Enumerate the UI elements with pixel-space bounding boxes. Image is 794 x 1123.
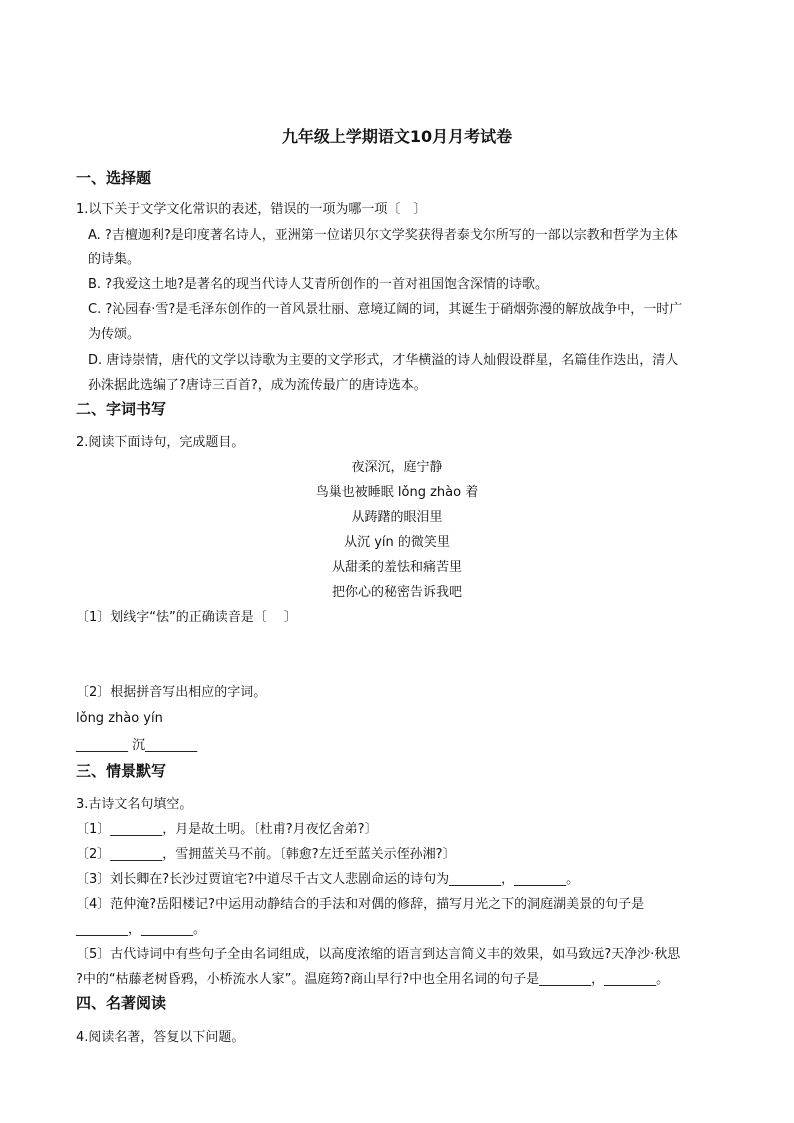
sub-question-1: 〔1〕划线字“怯”的正确读音是〔 〕 (76, 610, 297, 625)
option-c-line-1: C. ?沁园春·雪?是毛泽东创作的一首风景壮丽、意境辽阔的词，其诞生于硝烟弥漫的解放战争中，一时广 (88, 302, 683, 317)
option-d-line-2: 孙洙据此选编了?唐诗三百首?，成为流传最广的唐诗选本。 (88, 378, 427, 393)
poem-line: 从沉 yín 的微笑里 (344, 535, 450, 550)
question-3-stem: 3.古诗文名句填空。 (76, 797, 193, 812)
option-a-line-2: 的诗集。 (88, 252, 141, 267)
section-heading-recitation: 三、情景默写 (76, 762, 167, 780)
poem-line: 把你心的秘密告诉我吧 (331, 585, 462, 600)
question-2-stem: 2.阅读下面诗句，完成题目。 (76, 435, 245, 450)
pinyin-prompt: lǒng zhào yín (76, 711, 163, 726)
question-1-stem: 1.以下关于文学文化常识的表述，错误的一项为哪一项〔 〕 (76, 202, 427, 217)
option-b: B. ?我爱这土地?是著名的现当代诗人艾青所创作的一首对祖国饱含深情的诗歌。 (88, 277, 548, 292)
poem-line: 夜深沉，庭宁静 (351, 460, 443, 475)
section-heading-words: 二、字词书写 (76, 400, 167, 418)
recitation-line-5: 〔5〕古代诗词中有些句子全由名词组成，以高度浓缩的语言到达言简义丰的效果，如马致远?天净沙·秋思 (76, 947, 681, 962)
recitation-line-4: 〔4〕范仲淹?岳阳楼记?中运用动静结合的手法和对偶的修辞，描写月光之下的洞庭湖美景的句子是 (76, 897, 645, 912)
answer-blanks: ________ 沉________ (76, 738, 198, 753)
option-d-line-1: D. 唐诗崇情，唐代的文学以诗歌为主要的文学形式，才华横溢的诗人灿假设群星，名篇佳作迭出，清人 (88, 353, 679, 368)
option-c-line-2: 为传颂。 (88, 327, 141, 342)
recitation-line-1: 〔1〕________，月是故土明。〔杜甫?月夜忆舍弟?〕 (76, 822, 378, 837)
section-heading-choice: 一、选择题 (76, 169, 152, 187)
option-a-line-1: A. ?吉檀迦利?是印度著名诗人，亚洲第一位诺贝尔文学奖获得者泰戈尔所写的一部以宗教和哲学为主体 (88, 228, 678, 243)
page-title: 九年级上学期语文10月月考试卷 (281, 127, 513, 146)
recitation-line-3: 〔3〕刘长卿在?长沙过贾谊宅?中道尽千古文人悲剧命运的诗句为________，________。 (76, 872, 580, 887)
recitation-line-5-cont: ?中的“枯藤老树昏鸦，小桥流水人家”。温庭筠?商山早行?中也全用名词的句子是________，________。 (76, 972, 670, 987)
section-heading-classics: 四、名著阅读 (76, 994, 167, 1012)
poem-line: 从甜柔的羞怯和痛苦里 (331, 560, 462, 575)
poem-line: 从踌躇的眼泪里 (351, 510, 443, 525)
sub-question-2: 〔2〕根据拼音写出相应的字词。 (76, 685, 267, 700)
question-4-stem: 4.阅读名著，答复以下问题。 (76, 1030, 245, 1045)
poem-line: 鸟巢也被睡眠 lǒng zhào 着 (315, 485, 479, 500)
recitation-line-4-blanks: ________，________。 (76, 922, 207, 937)
recitation-line-2: 〔2〕________，雪拥蓝关马不前。〔韩愈?左迁至蓝关示侄孙湘?〕 (76, 847, 456, 862)
